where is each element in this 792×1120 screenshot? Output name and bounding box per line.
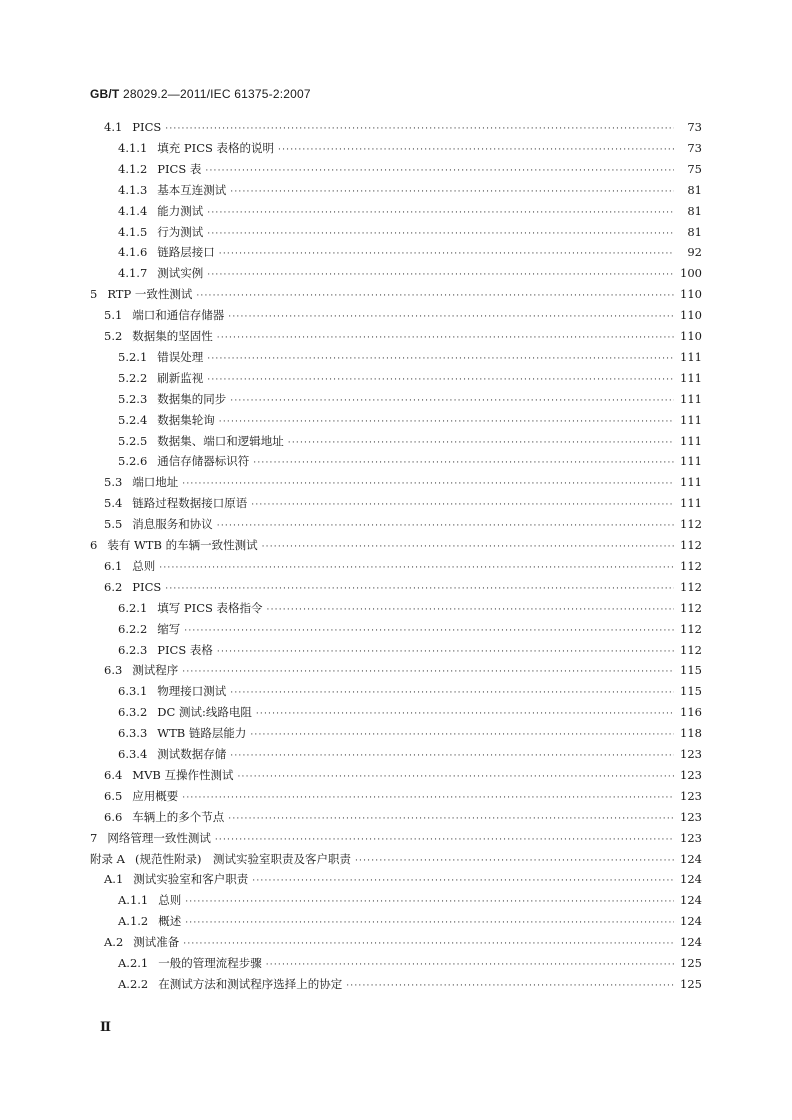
toc-entry-title: RTP 一致性测试	[107, 287, 193, 302]
toc-entry[interactable]	[90, 850, 702, 868]
toc-entry[interactable]	[118, 264, 702, 282]
toc-entry-number: A.1.2	[118, 914, 149, 929]
toc-entry-title: 链路层接口	[157, 245, 215, 260]
toc-entry[interactable]	[104, 808, 702, 826]
toc-entry[interactable]	[118, 975, 702, 993]
toc-entry[interactable]	[104, 327, 702, 345]
toc-entry[interactable]	[104, 118, 702, 136]
toc-entry-title: 总则	[158, 893, 182, 908]
dot-leader	[256, 705, 674, 723]
toc-entry-title: PICS	[132, 120, 162, 134]
toc-entry-number: 6.2.1	[118, 600, 148, 615]
toc-entry-page: 111	[680, 475, 702, 490]
standard-code: GB/T	[90, 87, 120, 101]
toc-entry-title: 一般的管理流程步骤	[158, 956, 262, 970]
toc-entry[interactable]	[118, 348, 702, 366]
toc-entry-page: 118	[680, 726, 702, 741]
toc-entry-page: 123	[680, 747, 702, 761]
toc-entry-title: 物理接口测试	[157, 684, 227, 699]
dot-leader	[159, 559, 674, 577]
dot-leader	[217, 517, 674, 535]
toc-entry-number: A.2.2	[118, 976, 149, 991]
toc-entry-number: 4.1.1	[118, 140, 148, 155]
toc-entry-page: 124	[680, 935, 702, 950]
toc-entry-title: 端口和通信存储器	[132, 308, 225, 323]
toc-entry-page: 81	[687, 182, 702, 197]
toc-entry-title: 基本互连测试	[157, 182, 227, 197]
toc-entry-page: 81	[687, 203, 702, 218]
toc-entry-title: 车辆上的多个节点	[132, 809, 225, 824]
toc-entry[interactable]	[118, 641, 702, 659]
toc-entry[interactable]	[118, 223, 702, 241]
toc-entry[interactable]	[118, 202, 702, 220]
toc-entry-number: 4.1	[104, 120, 123, 134]
toc-entry-title: 填写 PICS 表格指令	[157, 600, 263, 615]
toc-entry-number: 5.1	[104, 308, 123, 323]
toc-entry[interactable]	[118, 160, 702, 178]
toc-entry-page: 123	[680, 767, 702, 782]
toc-entry-page: 112	[680, 642, 702, 657]
toc-entry-title: 刷新监视	[157, 370, 204, 385]
toc-entry-title: 能力测试	[157, 203, 204, 218]
toc-entry-title: WTB 链路层能力	[157, 726, 247, 741]
toc-entry-number: 6.2	[104, 579, 123, 594]
toc-entry-page: 112	[680, 579, 702, 594]
toc-entry[interactable]	[118, 703, 702, 721]
toc-entry-title: 数据集、端口和逻辑地址	[157, 433, 284, 448]
toc-entry[interactable]	[118, 411, 702, 429]
toc-entry-page: 92	[687, 245, 702, 260]
toc-entry-number: A.2	[104, 935, 124, 950]
dot-leader	[355, 852, 674, 870]
dot-leader	[165, 120, 674, 138]
dot-leader	[230, 183, 674, 201]
toc-entry-title: 应用概要	[132, 788, 179, 803]
toc-entry-page: 124	[680, 893, 702, 908]
toc-entry-title: 消息服务和协议	[132, 517, 213, 532]
dot-leader	[207, 204, 674, 222]
toc-entry-number: 6.4	[104, 767, 123, 782]
toc-entry-title: 总则	[132, 558, 156, 573]
toc-entry[interactable]	[118, 599, 702, 617]
toc-entry[interactable]	[118, 243, 702, 261]
toc-entry-page: 123	[680, 809, 702, 824]
dot-leader	[230, 392, 674, 410]
toc-entry-number: 5.2.3	[118, 391, 148, 406]
toc-entry-title: 缩写	[157, 621, 181, 636]
toc-entry-number: 4.1.4	[118, 203, 148, 218]
toc-entry-page: 112	[680, 600, 702, 615]
dot-leader	[250, 726, 674, 744]
toc-entry-number: 6.2.2	[118, 621, 148, 636]
toc-entry-title: PICS 表	[157, 161, 202, 176]
dot-leader	[207, 225, 674, 243]
toc-entry-page: 73	[687, 120, 702, 134]
toc-entry-page: 124	[680, 872, 702, 887]
toc-entry-page: 111	[680, 454, 702, 469]
toc-entry-title: 数据集的同步	[157, 391, 227, 406]
toc-entry-page: 112	[680, 538, 702, 552]
toc-entry-number: 6.3.1	[118, 684, 148, 699]
toc-entry-title: 通信存储器标识符	[157, 454, 250, 469]
toc-entry-number: 5.2.4	[118, 412, 148, 427]
toc-entry-page: 123	[680, 830, 702, 845]
toc-entry-title: 网络管理一致性测试	[107, 830, 211, 845]
toc-entry-title: PICS	[132, 579, 162, 594]
toc-entry-title: 测试数据存储	[157, 747, 227, 761]
dot-leader	[165, 580, 674, 598]
toc-entry-title: MVB 互操作性测试	[132, 767, 234, 782]
dot-leader	[185, 914, 674, 932]
toc-entry-page: 73	[687, 140, 702, 155]
toc-entry-title: 测试实验室和客户职责	[133, 872, 249, 887]
toc-entry-page: 111	[680, 391, 702, 406]
toc-entry[interactable]	[118, 620, 702, 638]
dot-leader	[196, 287, 674, 305]
toc-entry[interactable]	[104, 473, 702, 491]
dot-leader	[219, 413, 674, 431]
dot-leader	[215, 831, 674, 849]
dot-leader	[182, 475, 674, 493]
toc-entry-number: 5.2.5	[118, 433, 148, 448]
dot-leader	[228, 308, 674, 326]
toc-entry[interactable]	[104, 494, 702, 512]
toc-entry-number: 5.2.6	[118, 454, 148, 469]
toc-entry-number: A.2.1	[118, 956, 149, 970]
toc-entry-number: 4.1.5	[118, 224, 148, 239]
toc-entry[interactable]	[90, 285, 702, 303]
toc-entry-title: 链路过程数据接口原语	[132, 496, 248, 511]
toc-entry[interactable]	[90, 829, 702, 847]
toc-entry-title: DC 测试:线路电阻	[157, 705, 252, 720]
toc-entry-page: 112	[680, 621, 702, 636]
toc-entry-number: 5.2.2	[118, 370, 148, 385]
toc-entry-title: 行为测试	[157, 224, 204, 239]
toc-entry-number: 4.1.2	[118, 161, 148, 176]
toc-entry[interactable]	[104, 766, 702, 784]
toc-entry-title: 错误处理	[157, 349, 204, 364]
toc-entry-title: 端口地址	[132, 475, 179, 490]
toc-entry[interactable]	[104, 933, 702, 951]
dot-leader	[252, 872, 674, 890]
toc-entry-title: 数据集的坚固性	[132, 329, 213, 343]
toc-entry-title: (规范性附录) 测试实验室职责及客户职责	[134, 851, 351, 866]
toc-entry-number: 5	[90, 287, 98, 302]
dot-leader	[207, 266, 674, 284]
toc-entry-title: 装有 WTB 的车辆一致性测试	[107, 538, 258, 552]
dot-leader	[237, 768, 674, 786]
toc-entry-number: 5.2	[104, 329, 123, 343]
toc-entry-number: 6.3.4	[118, 747, 148, 761]
toc-entry-number: 5.4	[104, 496, 123, 511]
toc-entry-page: 110	[680, 287, 702, 302]
toc-entry-number: 6.3.2	[118, 705, 148, 720]
toc-entry-title: 测试实例	[157, 266, 204, 281]
dot-leader	[205, 162, 674, 180]
toc-entry-page: 111	[680, 349, 702, 364]
toc-entry-page: 124	[680, 914, 702, 929]
toc-entry[interactable]	[118, 682, 702, 700]
toc-entry-number: 4.1.3	[118, 182, 148, 197]
toc-entry-number: 附录 A	[90, 851, 125, 866]
dot-leader	[278, 141, 674, 159]
toc-entry-page: 75	[687, 161, 702, 176]
toc-entry-number: 6.2.3	[118, 642, 148, 657]
toc-entry[interactable]	[118, 745, 702, 763]
toc-entry-title: 测试准备	[133, 935, 180, 950]
dot-leader	[230, 747, 674, 765]
toc-entry[interactable]	[118, 912, 702, 930]
toc-entry-number: 4.1.6	[118, 245, 148, 260]
dot-leader	[262, 538, 674, 556]
toc-entry-page: 110	[680, 329, 702, 343]
toc-entry-page: 112	[680, 517, 702, 532]
toc-entry[interactable]	[118, 954, 702, 972]
toc-entry-page: 115	[680, 684, 702, 699]
toc-entry[interactable]	[104, 870, 702, 888]
toc-entry-number: 6.3	[104, 663, 123, 678]
toc-entry[interactable]	[118, 891, 702, 909]
toc-entry-number: 7	[90, 830, 98, 845]
dot-leader	[230, 684, 674, 702]
dot-leader	[185, 893, 674, 911]
toc-entry[interactable]	[90, 536, 702, 554]
toc-entry[interactable]	[118, 139, 702, 157]
toc-entry-title: PICS 表格	[157, 642, 213, 657]
toc-entry-page: 123	[680, 788, 702, 803]
toc-entry-page: 81	[687, 224, 702, 239]
toc-entry-page: 112	[680, 558, 702, 573]
toc-entry-title: 填充 PICS 表格的说明	[157, 140, 275, 155]
toc-entry[interactable]	[118, 369, 702, 387]
toc-entry-page: 116	[680, 705, 702, 720]
toc-entry-number: 5.2.1	[118, 349, 148, 364]
standard-number: 28029.2—2011/IEC 61375-2:2007	[123, 87, 311, 101]
dot-leader	[182, 663, 674, 681]
toc-entry-page: 111	[680, 412, 702, 427]
toc-entry[interactable]	[104, 661, 702, 679]
toc-entry[interactable]	[104, 306, 702, 324]
toc-entry[interactable]	[104, 515, 702, 533]
toc-entry-page: 111	[680, 370, 702, 385]
toc-entry-number: A.1	[104, 872, 124, 887]
toc-entry[interactable]	[118, 724, 702, 742]
toc-entry-page: 111	[680, 433, 702, 448]
dot-leader	[288, 434, 674, 452]
toc-entry-title: 在测试方法和测试程序选择上的协定	[158, 976, 343, 991]
dot-leader	[217, 643, 674, 661]
page-number: Ⅱ	[100, 1020, 111, 1035]
toc-entry-title: 测试程序	[132, 663, 179, 678]
toc-entry-number: 5.5	[104, 517, 123, 532]
dot-leader	[267, 601, 674, 619]
dot-leader	[228, 810, 674, 828]
toc-entry-page: 100	[680, 266, 702, 281]
dot-leader	[266, 956, 674, 974]
toc-entry[interactable]	[118, 181, 702, 199]
toc-entry[interactable]	[104, 557, 702, 575]
toc-entry-number: 6.1	[104, 558, 123, 573]
toc-entry-page: 125	[680, 976, 702, 991]
toc-entry-number: 6.5	[104, 788, 123, 803]
toc-entry[interactable]	[104, 787, 702, 805]
dot-leader	[183, 935, 674, 953]
toc-entry[interactable]	[118, 452, 702, 470]
toc-entry[interactable]	[118, 390, 702, 408]
dot-leader	[207, 350, 674, 368]
toc-entry-number: 6.6	[104, 809, 123, 824]
toc-entry-page: 125	[680, 956, 702, 970]
toc-entry-number: A.1.1	[118, 893, 149, 908]
dot-leader	[207, 371, 674, 389]
toc-entry-number: 6	[90, 538, 98, 552]
document-header	[90, 87, 311, 101]
dot-leader	[346, 977, 674, 995]
toc-entry-number: 6.3.3	[118, 726, 148, 741]
toc-entry-number: 5.3	[104, 475, 123, 490]
toc-entry-page: 115	[680, 663, 702, 678]
toc-entry-page: 110	[680, 308, 702, 323]
toc-entry-title: 概述	[158, 914, 182, 929]
toc-entry-title: 数据集轮询	[157, 412, 215, 427]
toc-entry-number: 4.1.7	[118, 266, 148, 281]
toc-entry[interactable]	[104, 578, 702, 596]
dot-leader	[253, 454, 674, 472]
dot-leader	[219, 245, 674, 263]
toc-entry[interactable]	[118, 432, 702, 450]
toc-entry-page: 111	[680, 496, 702, 511]
dot-leader	[217, 329, 674, 347]
toc-entry-page: 124	[680, 851, 702, 866]
dot-leader	[184, 622, 674, 640]
dot-leader	[251, 496, 674, 514]
dot-leader	[182, 789, 674, 807]
